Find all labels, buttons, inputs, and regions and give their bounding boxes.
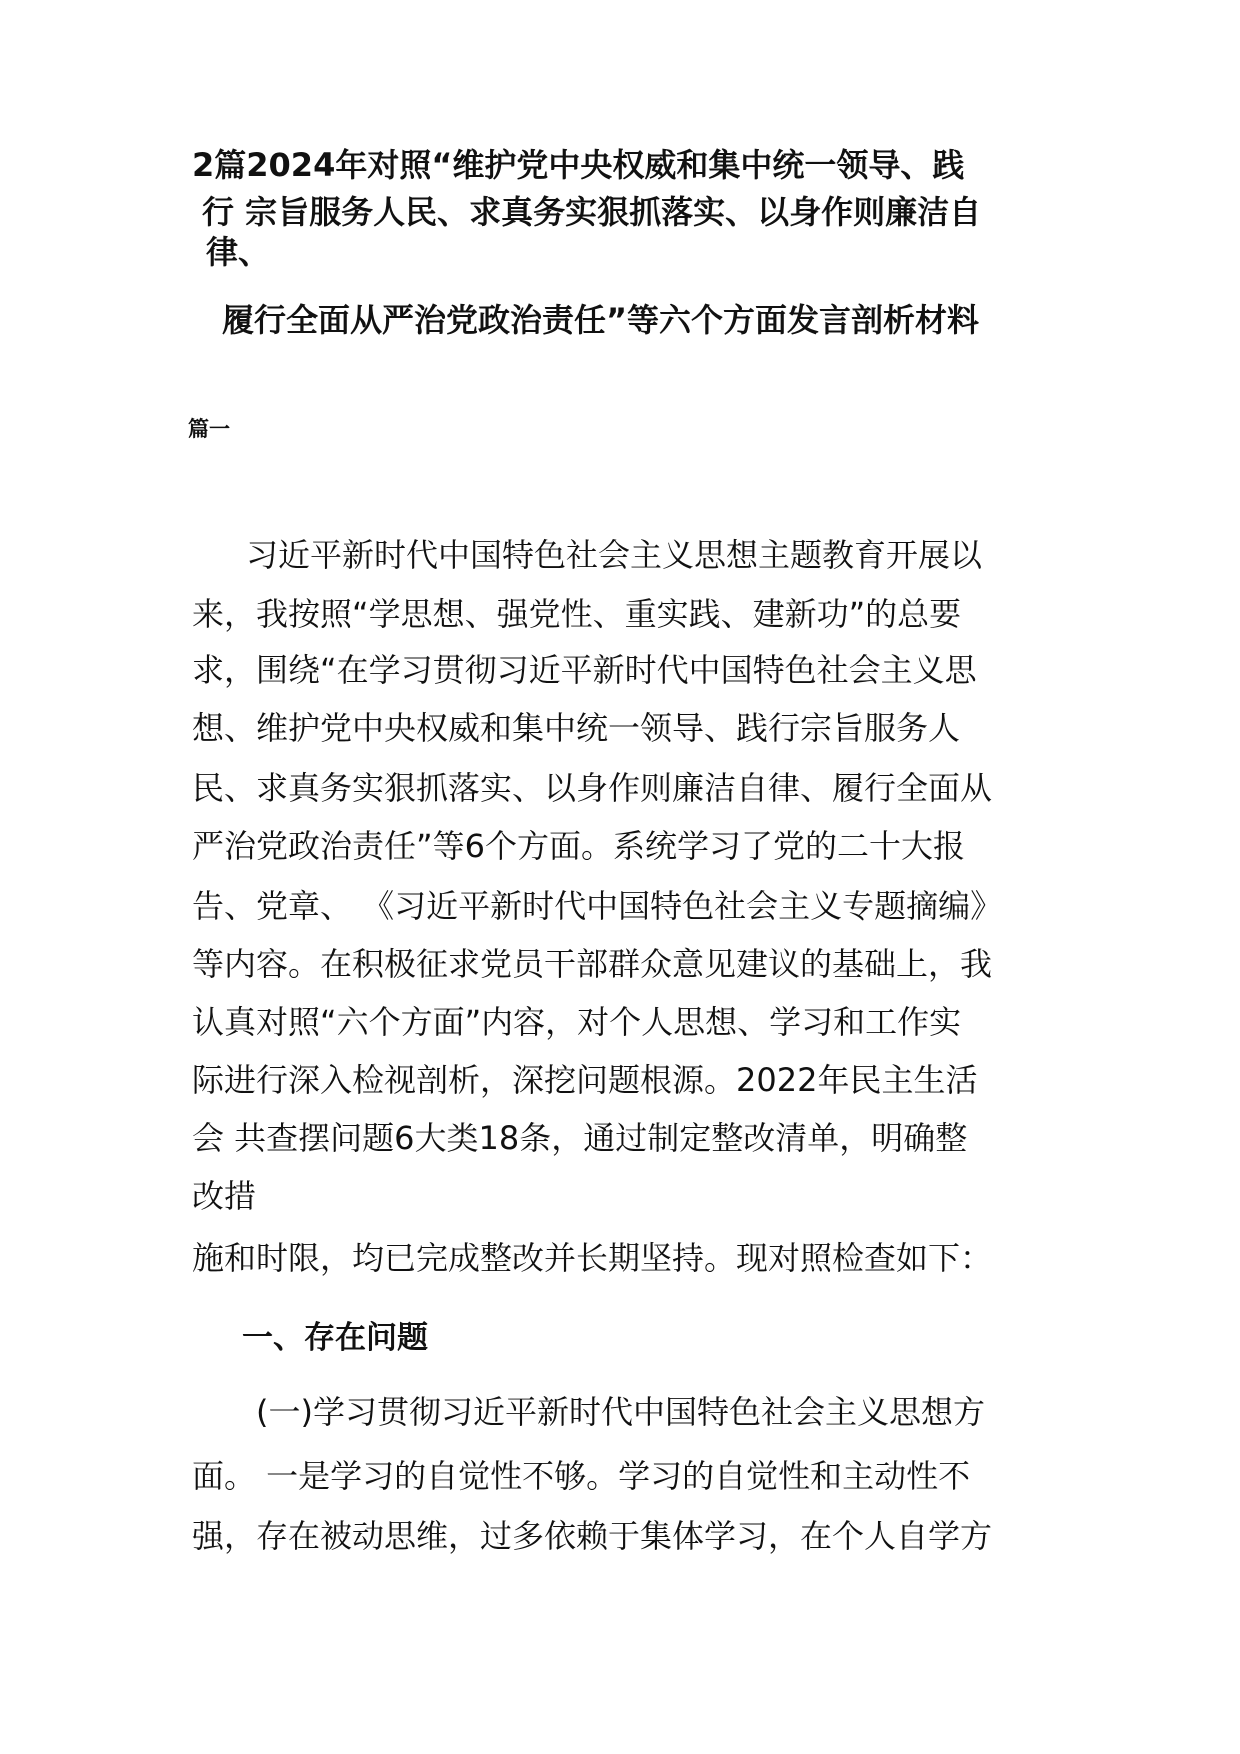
subsection-line-3: 强，存在被动思维，过多依赖于集体学习，在个人自学方 [192, 1517, 993, 1555]
intro-line-1: 习近平新时代中国特色社会主义思想主题教育开展以 [246, 536, 983, 574]
intro-line-2: 来，我按照“学思想、强党性、重实践、建新功”的总要 [192, 595, 962, 633]
subsection-line-2: 面。 一是学习的自觉性不够。学习的自觉性和主动性不 [192, 1457, 971, 1495]
title-line-2: 行 宗旨服务人民、求真务实狠抓落实、以身作则廉洁自 [202, 193, 982, 231]
section-heading: 一、存在问题 [242, 1320, 428, 1356]
intro-line-12: 改措 [192, 1177, 257, 1215]
title-line-4: 履行全面从严治党政治责任”等六个方面发言剖析材料 [222, 301, 980, 339]
intro-line-5: 民、求真务实狠抓落实、以身作则廉洁自律、履行全面从 [192, 769, 993, 807]
intro-line-8: 等内容。在积极征求党员干部群众意见建议的基础上，我 [192, 945, 993, 983]
title-line-1: 2篇2024年对照“维护党中央权威和集中统一领导、践 [192, 146, 965, 184]
intro-line-7: 告、党章、 《习近平新时代中国特色社会主义专题摘编》 [192, 887, 1003, 925]
title-line-3: 律、 [206, 233, 271, 271]
intro-line-13: 施和时限，均已完成整改并长期坚持。现对照检查如下： [192, 1239, 993, 1277]
intro-line-9: 认真对照“六个方面”内容，对个人思想、学习和工作实 [192, 1003, 962, 1041]
intro-line-3: 求，围绕“在学习贯彻习近平新时代中国特色社会主义思 [192, 651, 977, 689]
part-label: 篇一 [188, 417, 230, 441]
intro-line-4: 想、维护党中央权威和集中统一领导、践行宗旨服务人 [192, 709, 961, 747]
intro-line-6: 严治党政治责任”等6个方面。系统学习了党的二十大报 [192, 827, 965, 865]
intro-line-10: 际进行深入检视剖析，深挖问题根源。2022年民主生活 [192, 1061, 978, 1099]
intro-line-11: 会 共查摆问题6大类18条，通过制定整改清单，明确整 [192, 1119, 968, 1157]
subsection-line-1: (一)学习贯彻习近平新时代中国特色社会主义思想方 [256, 1393, 985, 1431]
